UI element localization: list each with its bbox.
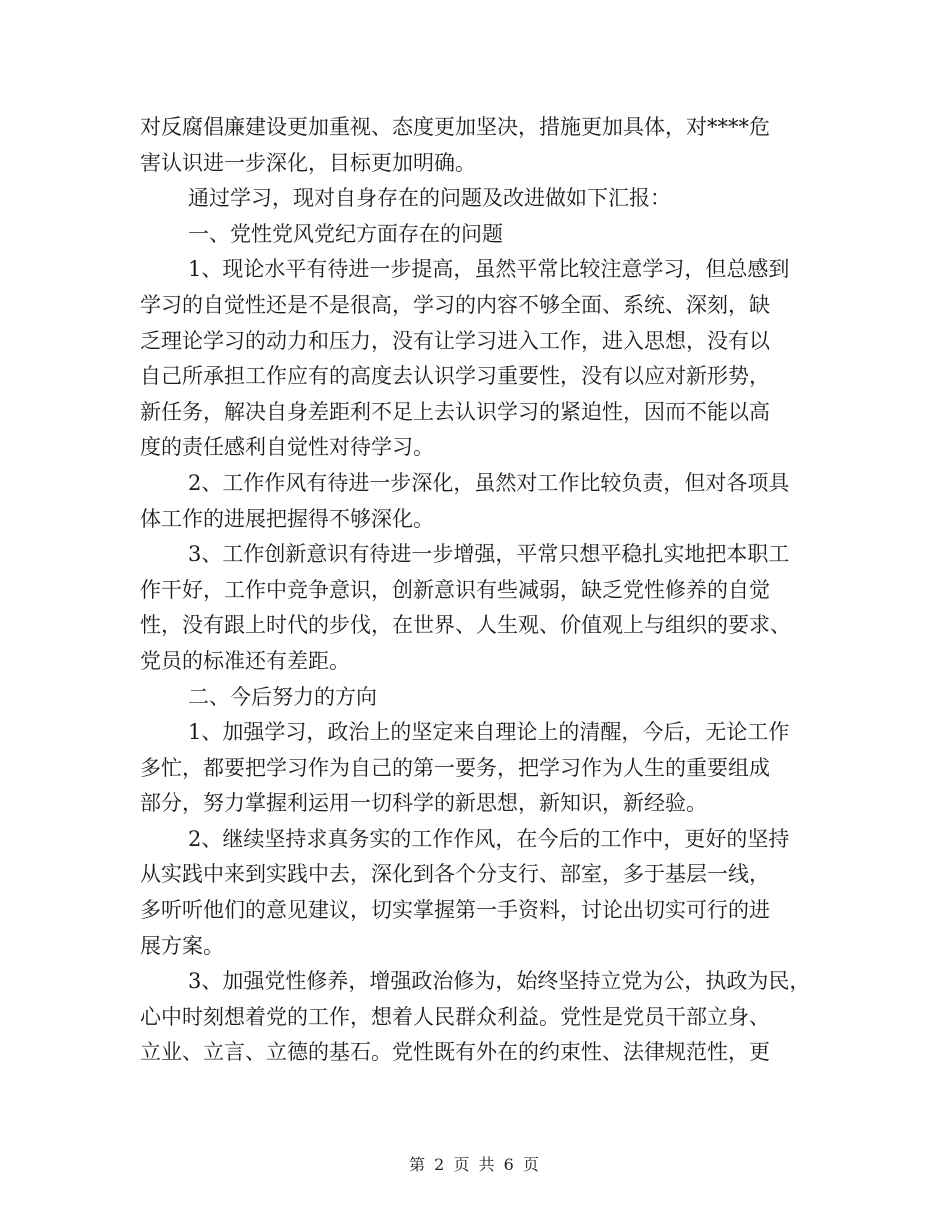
text-line: 立业、立言、立德的基石。党性既有外在的约束性、法律规范性，更 (140, 1040, 770, 1065)
text-line: 一、党性党风党纪方面存在的问题 (188, 221, 503, 246)
text-line: 2、工作作风有待进一步深化，虽然对工作比较负责，但对各项具 (188, 470, 790, 495)
text-line: 心中时刻想着党的工作，想着人民群众利益。党性是党员干部立身、 (140, 1004, 770, 1029)
text-line: 学习的自觉性还是不是很高，学习的内容不够全面、系统、深刻，缺 (140, 292, 770, 317)
text-line: 3、工作创新意识有待进一步增强，平常只想平稳扎实地把本职工 (188, 542, 790, 567)
text-line: 作干好，工作中竞争意识，创新意识有些减弱，缺乏党性修养的自觉 (140, 577, 770, 602)
text-line: 从实践中来到实践中去，深化到各个分支行、部室，多于基层一线， (140, 862, 770, 887)
text-line: 1、加强学习，政治上的坚定来自理论上的清醒，今后，无论工作 (188, 720, 790, 745)
text-line: 度的责任感利自觉性对待学习。 (140, 435, 434, 460)
text-line: 3、加强党性修养，增强政治修为，始终坚持立党为公，执政为民， (188, 969, 811, 994)
text-line: 多听听他们的意见建议，切实掌握第一手资料，讨论出切实可行的进 (140, 898, 770, 923)
text-line: 体工作的进展把握得不够深化。 (140, 506, 434, 531)
text-line: 展方案。 (140, 933, 224, 958)
text-line: 通过学习，现对自身存在的问题及改进做如下汇报： (188, 186, 671, 211)
text-line: 对反腐倡廉建设更加重视、态度更加坚决，措施更加具体，对****危 (140, 115, 770, 139)
text-line: 乏理论学习的动力和压力，没有让学习进入工作，进入思想，没有以 (140, 328, 770, 353)
text-line: 多忙，都要把学习作为自己的第一要务，把学习作为人生的重要组成 (140, 755, 770, 780)
document-body (140, 110, 820, 1071)
page-number-footer: 第 2 页 共 6 页 (409, 1155, 541, 1174)
text-line: 新任务，解决自身差距利不足上去认识学习的紧迫性，因而不能以高 (140, 399, 770, 424)
text-line: 1、现论水平有待进一步提高，虽然平常比较注意学习，但总感到 (188, 257, 790, 282)
text-line: 2、继续坚持求真务实的工作作风，在今后的工作中，更好的坚持 (188, 826, 790, 851)
text-line: 二、今后努力的方向 (188, 684, 377, 709)
text-line: 部分，努力掌握利运用一切科学的新思想，新知识，新经验。 (140, 791, 707, 816)
text-line: 害认识进一步深化，目标更加明确。 (140, 150, 476, 175)
text-line: 自己所承担工作应有的高度去认识学习重要性，没有以应对新形势， (140, 364, 770, 389)
text-line: 党员的标准还有差距。 (140, 648, 350, 673)
text-line: 性，没有跟上时代的步伐，在世界、人生观、价值观上与组织的要求、 (140, 613, 791, 638)
